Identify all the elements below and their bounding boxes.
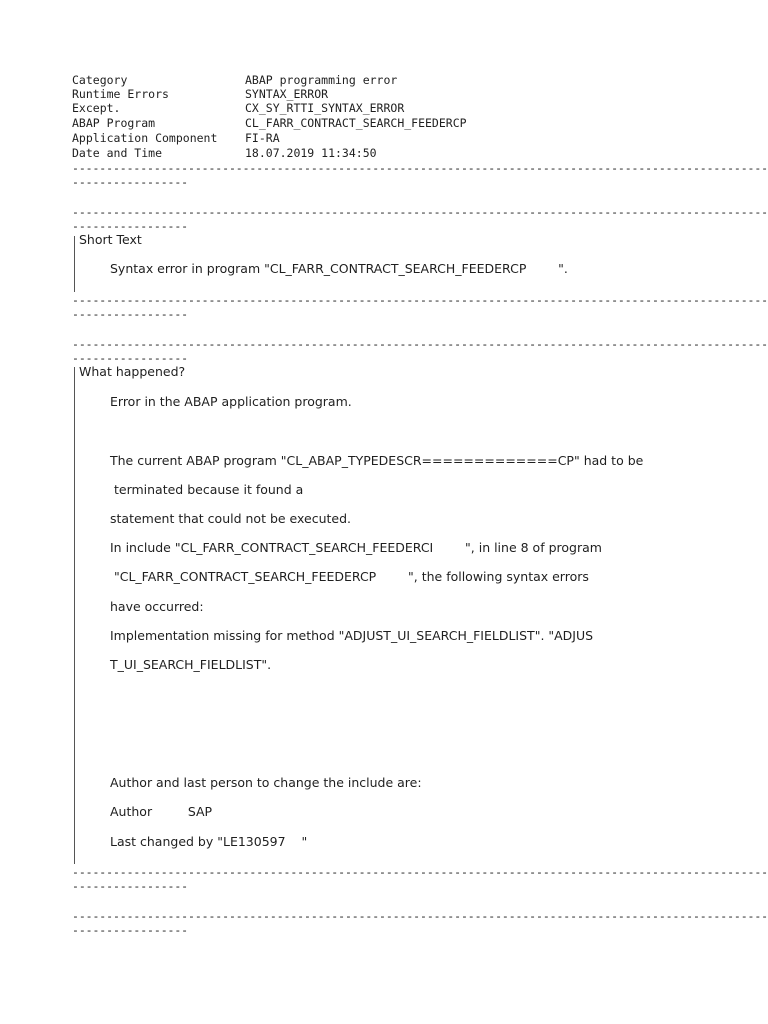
header-label-category: Category [72, 73, 128, 87]
section-left-border [74, 236, 75, 292]
section-left-border [74, 367, 75, 864]
what-happened-line: Last changed by "LE130597 " [110, 834, 308, 849]
separator-line-wrap: ----------------- [72, 351, 189, 365]
separator-line-wrap: ----------------- [72, 219, 189, 233]
header-label-abap-program: ABAP Program [72, 116, 156, 130]
header-value-except: CX_SY_RTTI_SYNTAX_ERROR [245, 101, 405, 115]
separator-line: ------------------------------------------------------------------------------------------------------ [72, 293, 768, 307]
what-happened-line: statement that could not be executed. [110, 511, 352, 526]
what-happened-line: have occurred: [110, 599, 204, 614]
separator-line-wrap: ----------------- [72, 175, 189, 189]
header-value-application-component: FI-RA [245, 131, 280, 145]
header-value-runtime-errors: SYNTAX_ERROR [245, 87, 329, 101]
header-value-date-time: 18.07.2019 11:34:50 [245, 146, 377, 160]
what-happened-line: Error in the ABAP application program. [110, 394, 352, 409]
header-value-abap-program: CL_FARR_CONTRACT_SEARCH_FEEDERCP [245, 116, 467, 130]
what-happened-line: Implementation missing for method "ADJUST_UI_SEARCH_FIELDLIST". "ADJUS [110, 628, 594, 643]
what-happened-title: What happened? [79, 364, 186, 379]
what-happened-line: terminated because it found a [110, 482, 304, 497]
separator-line: ------------------------------------------------------------------------------------------------------ [72, 909, 768, 923]
what-happened-line: The current ABAP program "CL_ABAP_TYPEDESCR=============CP" had to be [110, 453, 644, 468]
header-value-category: ABAP programming error [245, 73, 398, 87]
what-happened-line: T_UI_SEARCH_FIELDLIST". [110, 657, 272, 672]
header-label-runtime-errors: Runtime Errors [72, 87, 169, 101]
what-happened-line: "CL_FARR_CONTRACT_SEARCH_FEEDERCP ", the following syntax errors [110, 569, 589, 584]
separator-line: ------------------------------------------------------------------------------------------------------ [72, 205, 768, 219]
header-label-except: Except. [72, 101, 121, 115]
header-label-date-time: Date and Time [72, 146, 163, 160]
separator-line-wrap: ----------------- [72, 879, 189, 893]
separator-line: ------------------------------------------------------------------------------------------------------ [72, 337, 768, 351]
separator-line: ------------------------------------------------------------------------------------------------------ [72, 865, 768, 879]
short-text-title: Short Text [79, 232, 142, 247]
separator-line: ------------------------------------------------------------------------------------------------------ [72, 161, 768, 175]
what-happened-line: Author and last person to change the include are: [110, 775, 422, 790]
header-label-application-component: Application Component [72, 131, 218, 145]
short-text-line: Syntax error in program "CL_FARR_CONTRACT_SEARCH_FEEDERCP ". [110, 261, 568, 276]
separator-line-wrap: ----------------- [72, 923, 189, 937]
what-happened-line: In include "CL_FARR_CONTRACT_SEARCH_FEEDERCI ", in line 8 of program [110, 540, 602, 555]
what-happened-line: Author SAP [110, 804, 213, 819]
separator-line-wrap: ----------------- [72, 307, 189, 321]
